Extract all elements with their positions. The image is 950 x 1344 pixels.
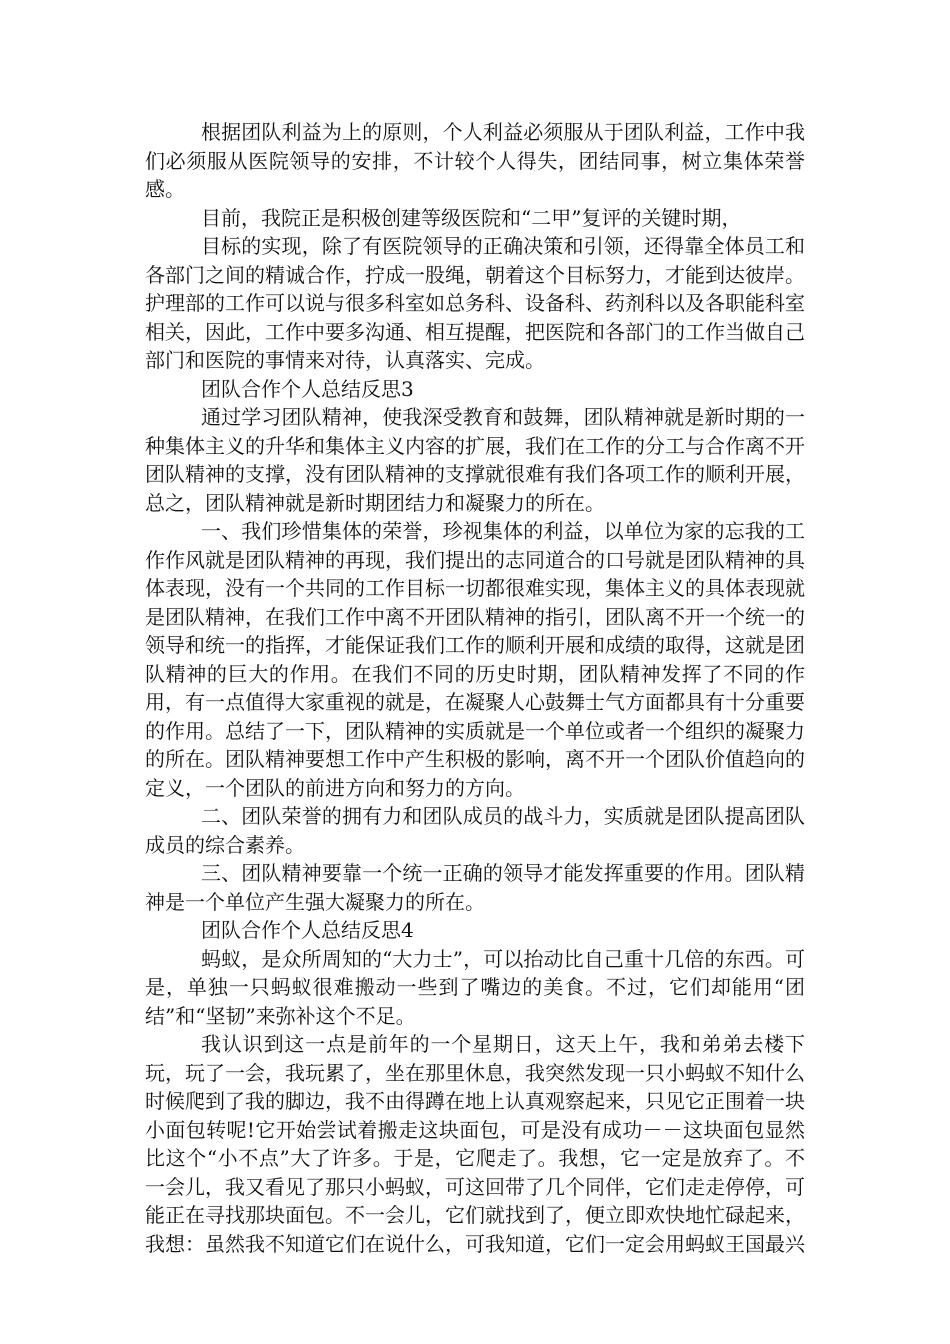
paragraph: 我认识到这一点是前年的一个星期日，这天上午，我和弟弟去楼下玩，玩了一会，我玩累了，坐在那里休息，我突然发现一只小蚂蚁不知什么时候爬到了我的脚边，我不由得蹲在地上认真观察起来，只见它正围着一块小面包转呢!它开始尝试着搬走这块面包，可是没有成功－－这块面包显然比这个“小不点”大了许多。于是，它爬走了。我想，它一定是放弃了。不一会儿，我又看见了那只小蚂蚁，可这回带了几个同伴，它们走走停停，可能正在寻找那块面包。不一会儿，它们就找到了，便立即欢快地忙碌起来，我想：虽然我不知道它们在说什么，可我知道，它们一定会用蚂蚁王国最兴 bbox=[145, 1032, 805, 1256]
section-heading: 团队合作个人总结反思3 bbox=[201, 376, 414, 401]
paragraph: 根据团队利益为上的原则，个人利益必须服从于团队利益，工作中我们必须服从医院领导的安排，不计较个人得失，团结同事，树立集体荣誉感。 bbox=[145, 120, 805, 201]
paragraph: 二、团队荣誉的拥有力和团队成员的战斗力，实质就是团队提高团队成员的综合素养。 bbox=[145, 804, 805, 857]
paragraph: 目标的实现，除了有医院领导的正确决策和引领，还得靠全体员工和各部门之间的精诚合作，拧成一股绳，朝着这个目标努力，才能到达彼岸。护理部的工作可以说与很多科室如总务科、设备科、药剂科以及各职能科室相关，因此，工作中要多沟通、相互提醒，把医院和各部门的工作当做自己部门和医院的事情来对待，认真落实、完成。 bbox=[145, 234, 805, 372]
document-body bbox=[145, 118, 805, 1258]
paragraph: 蚂蚁，是众所周知的“大力士”，可以抬动比自己重十几倍的东西。可是，单独一只蚂蚁很难搬动一些到了嘴边的美食。不过，它们却能用“团结”和“坚韧”来弥补这个不足。 bbox=[145, 946, 805, 1028]
section-heading: 团队合作个人总结反思4 bbox=[201, 918, 414, 942]
paragraph: 一、我们珍惜集体的荣誉，珍视集体的利益，以单位为家的忘我的工作作风就是团队精神的再现，我们提出的志同道合的口号就是团队精神的具体表现，没有一个共同的工作目标一切都很难实现，集体主义的具体表现就是团队精神，在我们工作中离不开团队精神的指引，团队离不开一个统一的领导和统一的指挥，才能保证我们工作的顺利开展和成绩的取得，这就是团队精神的巨大的作用。在我们不同的历史时期，团队精神发挥了不同的作用，有一点值得大家重视的就是，在凝聚人心鼓舞士气方面都具有十分重要的作用。总结了一下，团队精神的实质就是一个单位或者一个组织的凝聚力的所在。团队精神要想工作中产生积极的影响，离不开一个团队价值趋向的定义，一个团队的前进方向和努力的方向。 bbox=[145, 519, 805, 800]
paragraph: 目前，我院正是积极创建等级医院和“二甲”复评的关键时期， bbox=[201, 205, 742, 230]
paragraph: 通过学习团队精神，使我深受教育和鼓舞，团队精神就是新时期的一种集体主义的升华和集体主义内容的扩展，我们在工作的分工与合作离不开团队精神的支撑，没有团队精神的支撑就很难有我们各项工作的顺利开展，总之，团队精神就是新时期团结力和凝聚力的所在。 bbox=[145, 405, 805, 515]
paragraph: 三、团队精神要靠一个统一正确的领导才能发挥重要的作用。团队精神是一个单位产生强大凝聚力的所在。 bbox=[145, 861, 805, 914]
